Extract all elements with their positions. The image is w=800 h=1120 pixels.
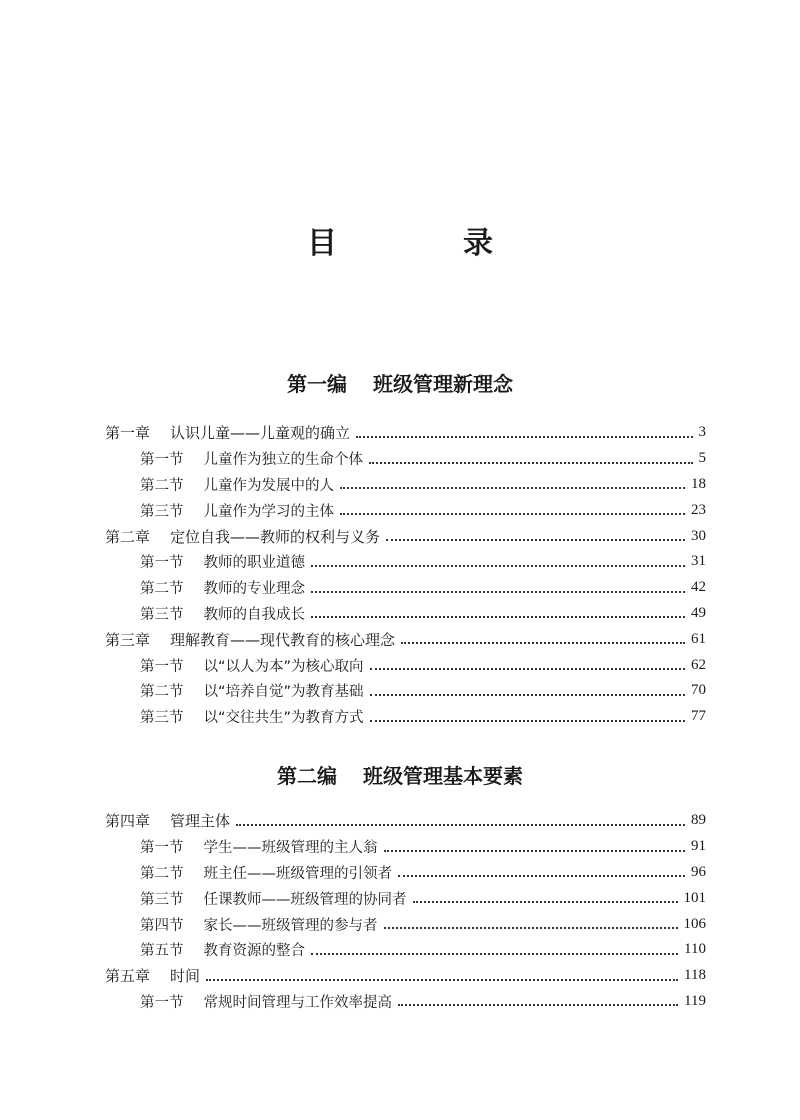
page-number: 77 (691, 708, 706, 725)
entry-title: 理解教育——现代教育的核心理念 (170, 630, 396, 649)
entry-number: 第二章 (105, 527, 151, 546)
toc-section-entry[interactable] (105, 446, 706, 472)
entry-title: 教师的自我成长 (203, 606, 305, 623)
entry-number: 第二节 (140, 477, 184, 494)
entry-number: 第二节 (140, 684, 184, 701)
dot-leader (369, 462, 693, 464)
page-title: 目 录 (307, 226, 541, 261)
entry-title: 以“交往共生”为教育方式 (203, 710, 364, 727)
entry-number: 第四节 (140, 917, 184, 934)
entry-number: 第五章 (105, 967, 151, 986)
toc-section-entry[interactable] (105, 652, 706, 678)
entry-title: 任课教师——班级管理的协同者 (203, 891, 407, 908)
toc-chapter-entry[interactable] (105, 808, 706, 834)
entry-title: 教育资源的整合 (203, 943, 305, 960)
page-number: 96 (691, 863, 706, 880)
part-number: 第二编 (277, 764, 337, 788)
page-number: 62 (691, 656, 706, 673)
entry-title: 常规时间管理与工作效率提高 (203, 994, 392, 1011)
entry-title: 以“培养自觉”为教育基础 (203, 684, 364, 701)
toc-part-2 (105, 808, 706, 1014)
dot-leader (384, 850, 686, 852)
dot-leader (370, 720, 685, 722)
page-number: 18 (691, 475, 706, 492)
entry-number: 第三节 (140, 710, 184, 727)
page-number: 89 (691, 812, 706, 829)
entry-number: 第三节 (140, 606, 184, 623)
dot-leader (311, 591, 685, 593)
page-number: 110 (684, 941, 706, 958)
dot-leader (206, 979, 678, 981)
page-number: 91 (691, 838, 706, 855)
page-number: 5 (698, 450, 706, 467)
entry-title: 儿童作为发展中的人 (203, 477, 334, 494)
page-number: 42 (691, 579, 706, 596)
entry-number: 第一节 (140, 555, 184, 572)
toc-section-entry[interactable] (105, 549, 706, 575)
entry-title: 教师的专业理念 (203, 581, 305, 598)
entry-title: 家长——班级管理的参与者 (203, 917, 378, 934)
part-1-heading (0, 368, 800, 397)
toc-section-entry[interactable] (105, 575, 706, 601)
toc-section-entry[interactable] (105, 704, 706, 730)
dot-leader (370, 668, 685, 670)
entry-title: 以“以人为本”为核心取向 (203, 658, 364, 675)
part-number: 第一编 (287, 372, 347, 396)
entry-title: 认识儿童——儿童观的确立 (170, 424, 351, 443)
dot-leader (384, 927, 678, 929)
page-number: 49 (691, 604, 706, 621)
toc-section-entry[interactable] (105, 472, 706, 498)
page-number: 3 (698, 424, 706, 441)
entry-title: 时间 (170, 967, 201, 986)
page-number: 31 (691, 553, 706, 570)
toc-section-entry[interactable] (105, 937, 706, 963)
toc-section-entry[interactable] (105, 678, 706, 704)
page-number: 30 (691, 527, 706, 544)
dot-leader (398, 875, 685, 877)
part-title: 班级管理基本要素 (363, 764, 523, 788)
dot-leader (311, 565, 685, 567)
dot-leader (386, 539, 685, 541)
toc-chapter-entry[interactable] (105, 420, 706, 446)
entry-number: 第一节 (140, 840, 184, 857)
part-title: 班级管理新理念 (373, 372, 513, 396)
page-number: 70 (691, 682, 706, 699)
dot-leader (356, 436, 692, 438)
entry-number: 第三节 (140, 503, 184, 520)
entry-number: 第一节 (140, 994, 184, 1011)
dot-leader (236, 824, 685, 826)
entry-number: 第三节 (140, 891, 184, 908)
toc-chapter-entry[interactable] (105, 523, 706, 549)
page-number: 23 (691, 501, 706, 518)
entry-number: 第二节 (140, 581, 184, 598)
entry-title: 管理主体 (170, 812, 231, 831)
entry-number: 第二节 (140, 865, 184, 882)
toc-section-entry[interactable] (105, 601, 706, 627)
entry-number: 第五节 (140, 943, 184, 960)
dot-leader (340, 513, 685, 515)
entry-title: 定位自我——教师的权利与义务 (170, 527, 381, 546)
page-number: 118 (684, 967, 706, 984)
page-number: 61 (691, 630, 706, 647)
entry-number: 第一节 (140, 452, 184, 469)
entry-number: 第三章 (105, 630, 151, 649)
toc-part-1 (105, 420, 706, 730)
toc-section-entry[interactable] (105, 885, 706, 911)
entry-number: 第一章 (105, 424, 151, 443)
toc-section-entry[interactable] (105, 497, 706, 523)
page-number: 106 (683, 915, 706, 932)
entry-title: 学生——班级管理的主人翁 (203, 840, 378, 857)
entry-title: 教师的职业道德 (203, 555, 305, 572)
part-2-heading (0, 760, 800, 789)
toc-chapter-entry[interactable] (105, 626, 706, 652)
toc-chapter-entry[interactable] (105, 963, 706, 989)
entry-number: 第一节 (140, 658, 184, 675)
dot-leader (370, 694, 685, 696)
dot-leader (413, 901, 678, 903)
dot-leader (401, 642, 685, 644)
dot-leader (311, 616, 685, 618)
entry-title: 儿童作为独立的生命个体 (203, 452, 363, 469)
page-number: 101 (683, 889, 706, 906)
entry-number: 第四章 (105, 812, 151, 831)
dot-leader (340, 487, 685, 489)
toc-section-entry[interactable] (105, 860, 706, 886)
toc-section-entry[interactable] (105, 911, 706, 937)
page-number: 119 (684, 992, 706, 1009)
entry-title: 班主任——班级管理的引领者 (203, 865, 392, 882)
dot-leader (398, 1004, 678, 1006)
toc-section-entry[interactable] (105, 989, 706, 1015)
dot-leader (311, 953, 678, 955)
entry-title: 儿童作为学习的主体 (203, 503, 334, 520)
toc-section-entry[interactable] (105, 834, 706, 860)
